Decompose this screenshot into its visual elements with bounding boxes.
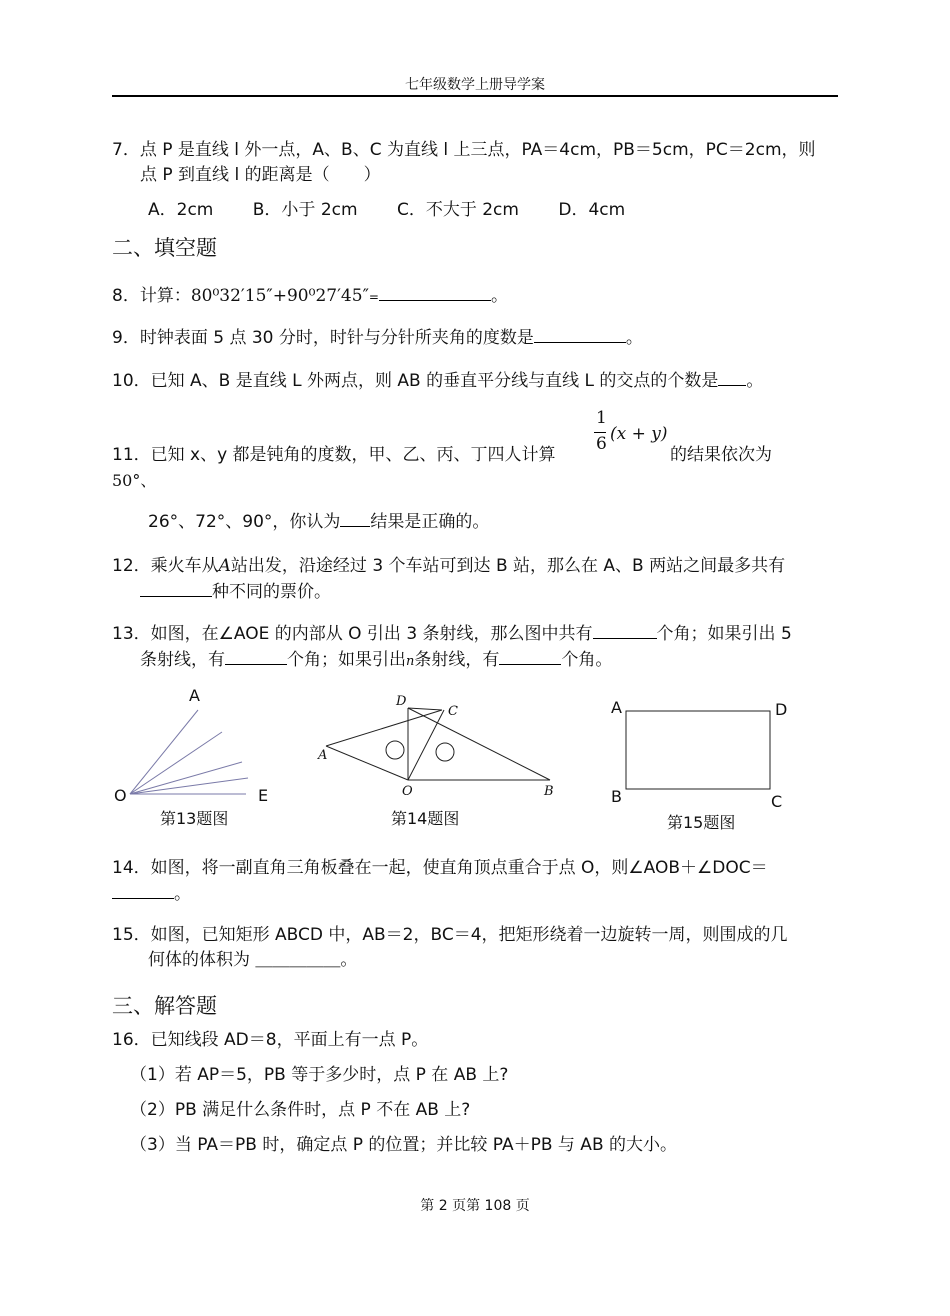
page-footer: 第 2 页第 108 页 bbox=[420, 1198, 530, 1214]
q14-line1: 14．如图，将一副直角三角板叠在一起，使直角顶点重合于点 O，则∠AOB＋∠DOC＝ bbox=[112, 858, 768, 878]
q11-fraction-bar bbox=[594, 432, 606, 433]
q12-variable-a: A bbox=[218, 556, 231, 576]
q10-line bbox=[112, 369, 763, 393]
q10-text: 10．已知 A、B 是直线 L 外两点，则 AB 的垂直平分线与直线 L 的交点的个数是 bbox=[112, 371, 719, 391]
q8-expression: 80⁰32′15″+90⁰27′45″ bbox=[190, 286, 369, 306]
q11-fraction-numerator: 1 bbox=[596, 408, 607, 428]
q11-line3-start: 26°、72°、90°，你认为 bbox=[148, 512, 341, 532]
q13-blank-3 bbox=[499, 648, 561, 665]
q11-answer-blank bbox=[340, 510, 370, 527]
q8-prefix: 8．计算： bbox=[112, 286, 191, 306]
q8-suffix: 。 bbox=[490, 286, 508, 306]
q11-suffix: 的结果依次为 bbox=[670, 445, 772, 465]
angle-mark-right bbox=[436, 743, 454, 761]
segment-ac bbox=[326, 710, 442, 746]
fig14-caption: 第14题图 bbox=[391, 809, 460, 828]
q13-line1-start: 13．如图，在∠AOE 的内部从 O 引出 3 条射线，那么图中共有 bbox=[112, 624, 593, 644]
q11-prefix: 11．已知 x、y 都是钝角的度数，甲、乙、丙、丁四人计算 bbox=[112, 445, 556, 465]
q11-line2: 50°、 bbox=[112, 471, 157, 490]
q13-line2-d: 个角。 bbox=[561, 650, 613, 670]
ray-2 bbox=[130, 762, 242, 794]
q13-blank-2 bbox=[225, 648, 287, 665]
q13-line2-c: 条射线，有 bbox=[414, 650, 500, 670]
q8-answer-blank bbox=[379, 284, 491, 301]
q12-line2-text: 种不同的票价。 bbox=[212, 582, 331, 602]
q8-equals: = bbox=[368, 290, 379, 304]
q7-line2: 点 P 到直线 l 的距离是（ ） bbox=[140, 165, 381, 185]
q11-fraction-denominator: 6 bbox=[596, 434, 607, 454]
q14-line2 bbox=[112, 882, 191, 906]
fig15-label-c: C bbox=[771, 792, 783, 811]
fig13-label-a: A bbox=[189, 686, 200, 705]
figure-14-triangles bbox=[312, 690, 562, 790]
q14-suffix: 。 bbox=[174, 884, 191, 904]
fig15-label-a: A bbox=[611, 698, 622, 717]
fig15-caption: 第15题图 bbox=[667, 813, 736, 832]
fig15-label-b: B bbox=[611, 787, 622, 806]
q10-suffix: 。 bbox=[746, 371, 764, 391]
angle-mark-left bbox=[386, 741, 404, 759]
q9-suffix: 。 bbox=[625, 328, 643, 348]
fig14-label-b: B bbox=[544, 784, 554, 799]
figure-15-rectangle bbox=[620, 705, 780, 795]
q11-fraction-expression: (x + y) bbox=[610, 424, 668, 444]
section-solve-title: 三、解答题 bbox=[112, 994, 217, 1018]
q13-line2-a: 条射线，有 bbox=[140, 650, 225, 670]
q11-line3-end: 结果是正确的。 bbox=[370, 512, 490, 532]
fig13-label-e: E bbox=[258, 786, 269, 805]
q13-line1 bbox=[112, 622, 792, 646]
ray-3 bbox=[130, 778, 248, 794]
q16-stem: 16．已知线段 AD＝8，平面上有一点 P。 bbox=[112, 1030, 429, 1050]
q13-blank-1 bbox=[593, 622, 657, 639]
q7-line1: 7．点 P 是直线 l 外一点，A、B、C 为直线 l 上三点，PA＝4cm，PB＝5cm，PC＝2cm，则 bbox=[112, 140, 816, 160]
q9-text: 9．时钟表面 5 点 30 分时，时针与分针所夹角的度数是 bbox=[112, 328, 534, 348]
fig14-label-d: D bbox=[396, 694, 407, 709]
q9-answer-blank bbox=[534, 326, 626, 343]
section-fill-in-title: 二、填空题 bbox=[112, 236, 217, 260]
q12-answer-blank bbox=[140, 580, 212, 597]
q13-variable-n: n bbox=[406, 654, 415, 669]
fig15-label-d: D bbox=[775, 700, 788, 719]
q12-line1-end: 站出发，沿途经过 3 个车站可到达 B 站，那么在 A、B 两站之间最多共有 bbox=[230, 556, 786, 576]
rectangle-abcd bbox=[626, 711, 770, 789]
segment-ao bbox=[326, 746, 408, 780]
fig13-caption: 第13题图 bbox=[160, 809, 229, 828]
q15-line1: 15．如图，已知矩形 ABCD 中，AB＝2，BC＝4，把矩形绕着一边旋转一周，则围成的几 bbox=[112, 925, 788, 945]
q16-part1: （1）若 AP＝5，PB 等于多少时，点 P 在 AB 上? bbox=[130, 1065, 509, 1085]
q7-options: A．2cm B．小于 2cm C．不大于 2cm D．4cm bbox=[148, 200, 626, 220]
q10-answer-blank bbox=[718, 369, 746, 386]
segment-db bbox=[408, 708, 550, 780]
q8-line bbox=[112, 284, 508, 309]
q12-line1-start: 12．乘火车从 bbox=[112, 556, 219, 576]
page-header-title: 七年级数学上册导学案 bbox=[405, 77, 545, 93]
segment-dc bbox=[408, 708, 442, 710]
fig14-label-o: O bbox=[402, 784, 413, 799]
q9-line bbox=[112, 326, 643, 350]
q12-line1 bbox=[112, 554, 785, 578]
header-rule bbox=[112, 95, 838, 97]
q13-line1-end: 个角；如果引出 5 bbox=[656, 624, 792, 644]
q14-answer-blank bbox=[112, 882, 174, 899]
q13-line2-b: 个角；如果引出 bbox=[287, 650, 406, 670]
q11-line3 bbox=[148, 510, 489, 534]
q13-line2 bbox=[140, 648, 612, 674]
q15-line2: 何体的体积为 ＿＿＿＿＿。 bbox=[148, 950, 358, 970]
fig14-label-a: A bbox=[318, 748, 328, 763]
q16-part3: （3）当 PA＝PB 时，确定点 P 的位置；并比较 PA＋PB 与 AB 的大小。 bbox=[130, 1135, 678, 1155]
q16-part2: （2）PB 满足什么条件时，点 P 不在 AB 上? bbox=[130, 1100, 471, 1120]
ray-oa bbox=[130, 710, 198, 794]
q12-line2 bbox=[140, 580, 331, 604]
ray-1 bbox=[130, 732, 222, 794]
fig13-label-o: O bbox=[114, 786, 127, 805]
fig14-label-c: C bbox=[448, 704, 458, 719]
